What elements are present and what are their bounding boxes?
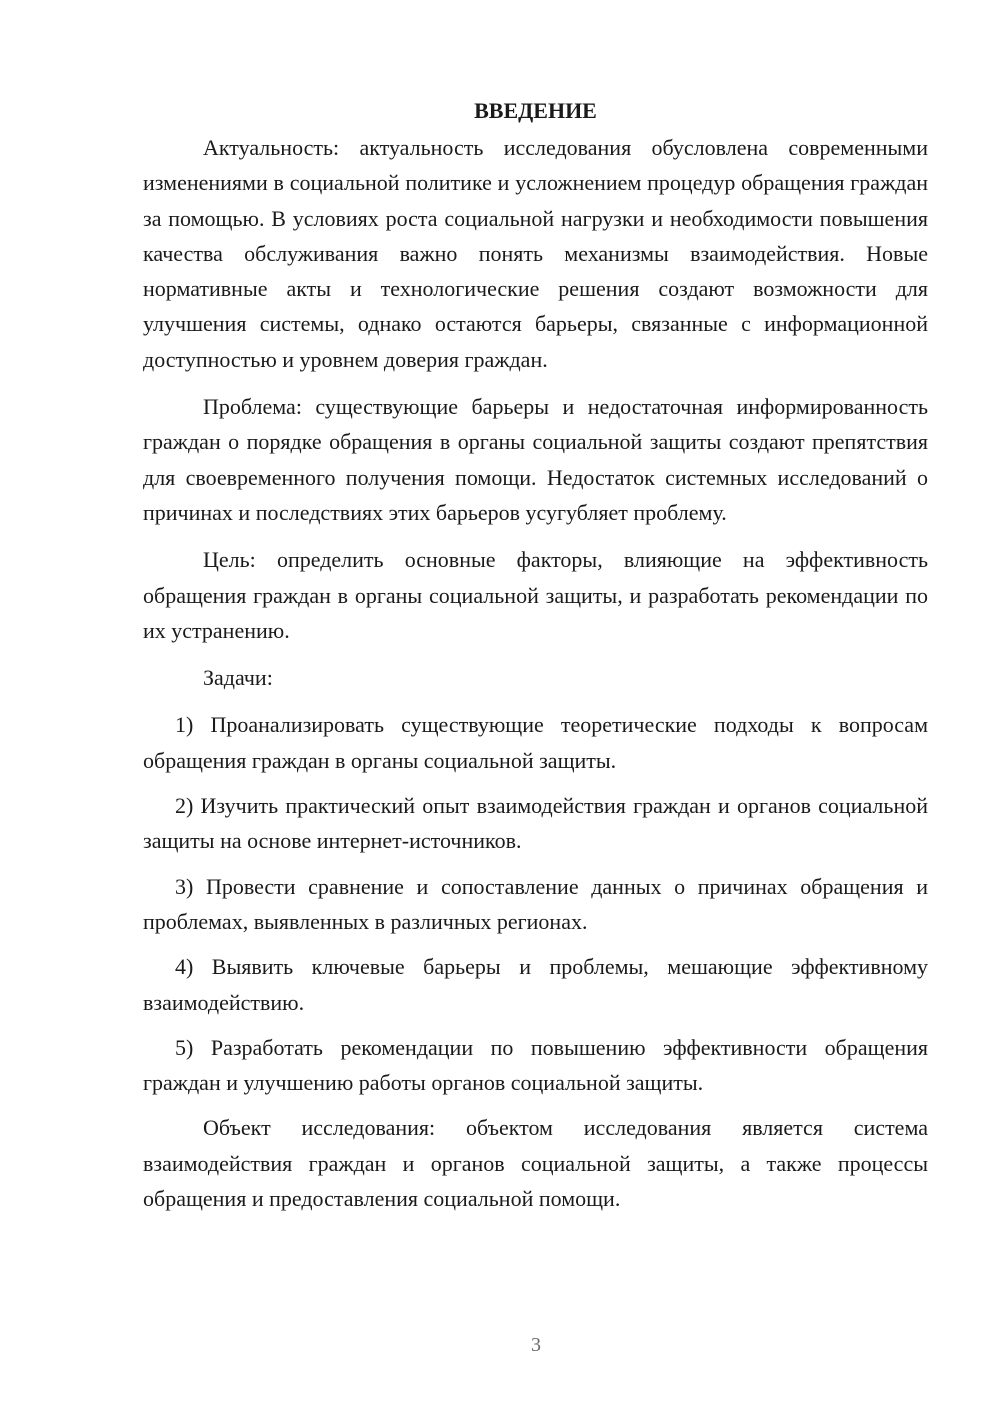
task-item: 4) Выявить ключевые барьеры и проблемы, мешающие эффективному взаимодействию. bbox=[143, 954, 928, 1015]
task-item: 5) Разработать рекомендации по повышению эффективности обращения граждан и улучшению работы органов социальной защиты. bbox=[143, 1034, 928, 1096]
tasks-label: Задачи: bbox=[203, 665, 273, 691]
task-item: 2) Изучить практический опыт взаимодействия граждан и органов социальной защиты на основе интернет-источников. bbox=[143, 793, 928, 854]
paragraph-problem: Проблема: существующие барьеры и недостаточная информированность граждан о порядке обращения в органы социальной защиты создают препятствия для своевременного получения помощи. Недостаток системных исследований о причинах и последствиях этих барьеров усугубляет проблему. bbox=[143, 394, 928, 525]
page-number: 3 bbox=[531, 1334, 541, 1356]
paragraph-goal: Цель: определить основные факторы, влияющие на эффективность обращения граждан в органы социальной защиты, и разработать рекомендации по их устранению. bbox=[143, 547, 928, 643]
page-content bbox=[143, 96, 928, 1228]
paragraph-object: Объект исследования: объектом исследования является система взаимодействия граждан и органов социальной защиты, а также процессы обращения и предоставления социальной помощи. bbox=[143, 1115, 928, 1212]
section-heading: ВВЕДЕНИЕ bbox=[474, 98, 597, 123]
paragraph-relevance: Актуальность: актуальность исследования обусловлена современными изменениями в социальной политике и усложнением процедур обращения граждан за помощью. В условиях роста социальной нагрузки и необходимости повышения качества обслуживания важно понять механизмы взаимодействия. Новые нормативные акты и технологические решения создают возможности для улучшения системы, однако остаются барьеры, связанные с информационной доступностью и уровнем доверия граждан. bbox=[143, 135, 928, 372]
task-item: 3) Провести сравнение и сопоставление данных о причинах обращения и проблемах, выявленных в различных регионах. bbox=[143, 873, 928, 934]
task-item: 1) Проанализировать существующие теоретические подходы к вопросам обращения граждан в органы социальной защиты. bbox=[143, 712, 928, 773]
